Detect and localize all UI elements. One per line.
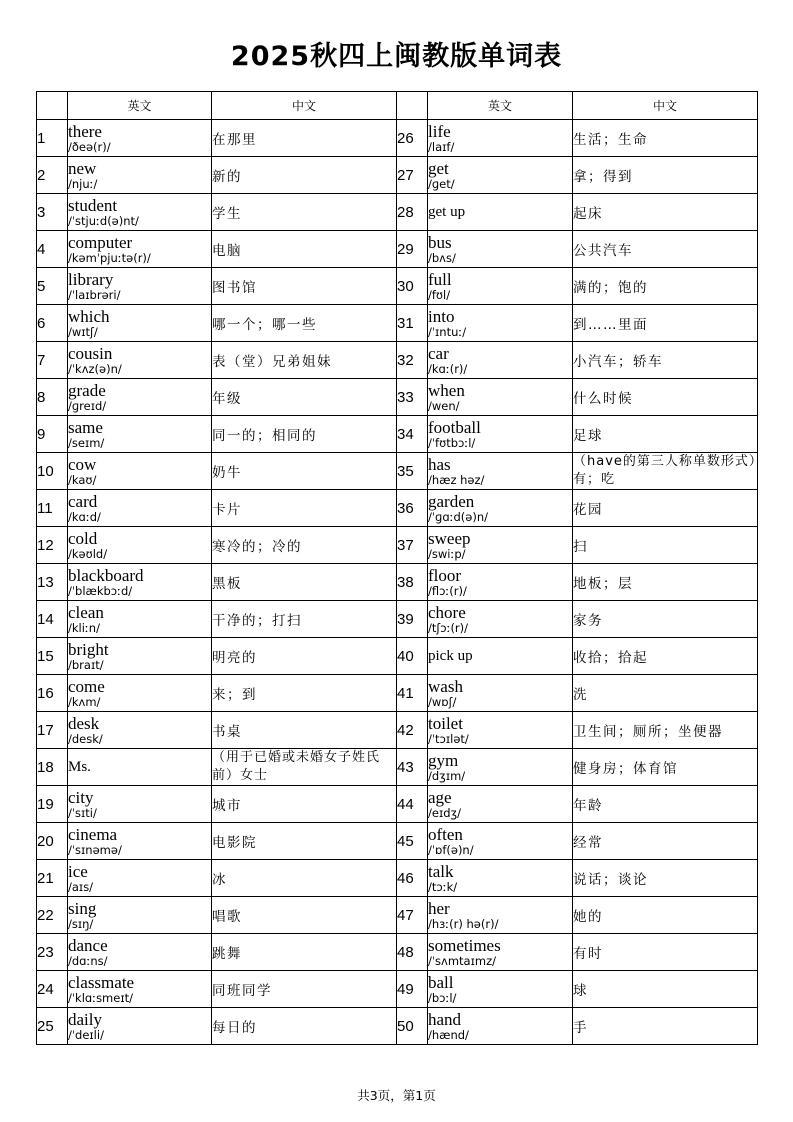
word-number: 12 (37, 527, 68, 564)
page-footer: 共3页，第1页 (357, 1088, 436, 1103)
table-row (37, 897, 758, 934)
chinese-meaning: 扫 (573, 527, 758, 564)
chinese-meaning: 年龄 (573, 786, 758, 823)
word-number: 19 (37, 786, 68, 823)
chinese-meaning: 足球 (573, 416, 758, 453)
word-number: 8 (37, 379, 68, 416)
phonetic-transcription: /aɪs/ (68, 879, 94, 894)
word-number: 36 (397, 490, 428, 527)
page-title: 2025秋四上闽教版单词表 (230, 41, 563, 72)
english-cell (68, 638, 212, 675)
word-number: 15 (37, 638, 68, 675)
phonetic-transcription: /tɔːk/ (428, 879, 458, 894)
word-number: 10 (37, 453, 68, 490)
english-cell (68, 379, 212, 416)
english-word: grade (68, 380, 106, 400)
word-number: 7 (37, 342, 68, 379)
phonetic-transcription: /kɑːd/ (68, 509, 101, 524)
english-word: life (428, 121, 451, 141)
english-cell (68, 971, 212, 1008)
english-word: full (428, 269, 452, 289)
table-header-row (37, 92, 758, 120)
chinese-meaning: 起床 (573, 194, 758, 231)
english-cell (68, 416, 212, 453)
english-cell (68, 601, 212, 638)
english-word: library (68, 269, 114, 289)
english-word: pick up (428, 648, 473, 664)
english-cell (428, 527, 573, 564)
chinese-meaning: 有时 (573, 934, 758, 971)
phonetic-transcription: /ˈsʌmtaɪmz/ (428, 953, 496, 968)
chinese-meaning: 冰 (212, 860, 397, 897)
word-number: 40 (397, 638, 428, 675)
chinese-meaning: 黑板 (212, 564, 397, 601)
english-cell (68, 453, 212, 490)
word-number: 4 (37, 231, 68, 268)
word-number: 24 (37, 971, 68, 1008)
chinese-meaning: 奶牛 (212, 453, 397, 490)
english-word: card (68, 491, 98, 511)
phonetic-transcription: /ˈsɪti/ (68, 805, 97, 820)
word-number: 46 (397, 860, 428, 897)
table-row (37, 1008, 758, 1045)
chinese-meaning: （have的第三人称单数形式）有；吃 (573, 453, 758, 490)
english-word: floor (428, 565, 462, 585)
english-cell (68, 897, 212, 934)
table-row (37, 675, 758, 712)
phonetic-transcription: /ˈblækbɔːd/ (68, 583, 133, 598)
english-word: car (428, 343, 449, 363)
chinese-meaning: （用于已婚或未婚女子姓氏前）女士 (212, 749, 397, 786)
phonetic-transcription: /swiːp/ (428, 546, 466, 561)
word-number: 2 (37, 157, 68, 194)
phonetic-transcription: /kəʊld/ (68, 546, 108, 561)
chinese-meaning: 拿；得到 (573, 157, 758, 194)
english-cell (428, 823, 573, 860)
word-number: 43 (397, 749, 428, 786)
chinese-meaning: 手 (573, 1008, 758, 1045)
english-cell (428, 416, 573, 453)
chinese-meaning: 洗 (573, 675, 758, 712)
chinese-meaning: 新的 (212, 157, 397, 194)
english-word: dance (68, 935, 108, 955)
chinese-meaning: 什么时候 (573, 379, 758, 416)
english-word: same (68, 417, 103, 437)
english-cell (68, 527, 212, 564)
table-row (37, 934, 758, 971)
english-word: toilet (428, 713, 463, 733)
chinese-meaning: 哪一个；哪一些 (212, 305, 397, 342)
english-word: sometimes (428, 935, 501, 955)
english-word: come (68, 676, 105, 696)
english-cell (428, 934, 573, 971)
table-row (37, 379, 758, 416)
chinese-meaning: 明亮的 (212, 638, 397, 675)
header-english-left: 英文 (68, 92, 212, 120)
english-cell (68, 305, 212, 342)
phonetic-transcription: /flɔː(r)/ (428, 583, 467, 598)
phonetic-transcription: /kaʊ/ (68, 472, 97, 487)
english-cell (428, 490, 573, 527)
english-cell (428, 860, 573, 897)
english-cell (428, 749, 573, 786)
english-cell (68, 786, 212, 823)
chinese-meaning: 卫生间；厕所；坐便器 (573, 712, 758, 749)
english-cell (428, 157, 573, 194)
chinese-meaning: 满的；饱的 (573, 268, 758, 305)
english-word: city (68, 787, 94, 807)
english-cell (68, 749, 212, 786)
phonetic-transcription: /braɪt/ (68, 657, 104, 672)
table-row (37, 749, 758, 786)
table-row (37, 342, 758, 379)
english-cell (428, 453, 573, 490)
word-number: 39 (397, 601, 428, 638)
word-number: 1 (37, 120, 68, 157)
table-row (37, 490, 758, 527)
phonetic-transcription: /ˈsɪnəmə/ (68, 842, 122, 857)
header-chinese-right: 中文 (573, 92, 758, 120)
phonetic-transcription: /bɔːl/ (428, 990, 457, 1005)
english-cell (428, 897, 573, 934)
english-cell (428, 675, 573, 712)
chinese-meaning: 年级 (212, 379, 397, 416)
english-cell (428, 786, 573, 823)
table-row (37, 305, 758, 342)
english-word: sweep (428, 528, 471, 548)
chinese-meaning: 她的 (573, 897, 758, 934)
chinese-meaning: 来；到 (212, 675, 397, 712)
phonetic-transcription: /ˈklɑːsmeɪt/ (68, 990, 133, 1005)
english-cell (428, 601, 573, 638)
english-cell (428, 638, 573, 675)
phonetic-transcription: /njuː/ (68, 176, 98, 191)
english-cell (68, 231, 212, 268)
english-cell (428, 971, 573, 1008)
phonetic-transcription: /wɪtʃ/ (68, 324, 98, 339)
phonetic-transcription: /sɪŋ/ (68, 916, 94, 931)
header-number-left (37, 92, 68, 120)
word-number: 18 (37, 749, 68, 786)
phonetic-transcription: /dɑːns/ (68, 953, 108, 968)
phonetic-transcription: /kəmˈpjuːtə(r)/ (68, 250, 151, 265)
english-cell (428, 194, 573, 231)
english-word: new (68, 158, 97, 178)
english-word: garden (428, 491, 475, 511)
english-cell (68, 564, 212, 601)
word-number: 38 (397, 564, 428, 601)
english-word: chore (428, 602, 466, 622)
chinese-meaning: 学生 (212, 194, 397, 231)
english-cell (68, 675, 212, 712)
word-number: 17 (37, 712, 68, 749)
chinese-meaning: 表（堂）兄弟姐妹 (212, 342, 397, 379)
chinese-meaning: 城市 (212, 786, 397, 823)
phonetic-transcription: /ɡreɪd/ (68, 398, 107, 413)
english-word: Ms. (68, 759, 91, 775)
table-row (37, 601, 758, 638)
english-word: get up (428, 204, 466, 220)
phonetic-transcription: /ˈɡɑːd(ə)n/ (428, 509, 489, 524)
phonetic-transcription: /desk/ (68, 731, 103, 746)
table-row (37, 120, 758, 157)
english-word: talk (428, 861, 454, 881)
english-word: wash (428, 676, 463, 696)
word-number: 26 (397, 120, 428, 157)
phonetic-transcription: /eɪdʒ/ (428, 805, 462, 820)
word-number: 32 (397, 342, 428, 379)
word-number: 9 (37, 416, 68, 453)
english-cell (428, 712, 573, 749)
english-word: which (68, 306, 110, 326)
english-word: clean (68, 602, 104, 622)
english-cell (68, 823, 212, 860)
phonetic-transcription: /kɑː(r)/ (428, 361, 468, 376)
english-word: bus (428, 232, 452, 252)
english-word: cold (68, 528, 98, 548)
word-number: 14 (37, 601, 68, 638)
chinese-meaning: 家务 (573, 601, 758, 638)
phonetic-transcription: /ˈdeɪli/ (68, 1027, 104, 1042)
chinese-meaning: 到……里面 (573, 305, 758, 342)
table-row (37, 638, 758, 675)
phonetic-transcription: /kliːn/ (68, 620, 100, 635)
word-number: 22 (37, 897, 68, 934)
english-word: into (428, 306, 455, 326)
english-cell (68, 712, 212, 749)
word-number: 5 (37, 268, 68, 305)
word-number: 11 (37, 490, 68, 527)
word-number: 29 (397, 231, 428, 268)
chinese-meaning: 跳舞 (212, 934, 397, 971)
chinese-meaning: 说话；谈论 (573, 860, 758, 897)
english-word: cow (68, 454, 97, 474)
chinese-meaning: 书桌 (212, 712, 397, 749)
phonetic-transcription: /dʒɪm/ (428, 768, 466, 783)
english-cell (428, 305, 573, 342)
chinese-meaning: 干净的；打扫 (212, 601, 397, 638)
chinese-meaning: 图书馆 (212, 268, 397, 305)
word-number: 50 (397, 1008, 428, 1045)
table-row (37, 527, 758, 564)
english-cell (428, 120, 573, 157)
table-row (37, 860, 758, 897)
english-cell (428, 564, 573, 601)
english-cell (428, 342, 573, 379)
english-word: ball (428, 972, 454, 992)
table-row (37, 564, 758, 601)
english-word: football (428, 417, 481, 437)
phonetic-transcription: /kʌm/ (68, 694, 101, 709)
english-cell (428, 379, 573, 416)
chinese-meaning: 同班同学 (212, 971, 397, 1008)
word-number: 37 (397, 527, 428, 564)
chinese-meaning: 电影院 (212, 823, 397, 860)
phonetic-transcription: /ˈɒf(ə)n/ (428, 842, 474, 857)
phonetic-transcription: /ˈfʊtbɔːl/ (428, 435, 476, 450)
english-cell (428, 268, 573, 305)
english-word: hand (428, 1009, 462, 1029)
word-number: 44 (397, 786, 428, 823)
english-word: computer (68, 232, 133, 252)
english-cell (68, 157, 212, 194)
chinese-meaning: 健身房；体育馆 (573, 749, 758, 786)
english-word: daily (68, 1009, 102, 1029)
word-number: 16 (37, 675, 68, 712)
english-word: blackboard (68, 565, 144, 585)
phonetic-transcription: /seɪm/ (68, 435, 105, 450)
english-word: get (428, 158, 449, 178)
word-number: 34 (397, 416, 428, 453)
word-number: 31 (397, 305, 428, 342)
word-number: 41 (397, 675, 428, 712)
english-word: cousin (68, 343, 113, 363)
phonetic-transcription: /fʊl/ (428, 287, 451, 302)
table-row (37, 823, 758, 860)
english-cell (68, 268, 212, 305)
table-row (37, 712, 758, 749)
english-word: sing (68, 898, 97, 918)
phonetic-transcription: /ˈlaɪbrəri/ (68, 287, 121, 302)
header-chinese-left: 中文 (212, 92, 397, 120)
table-row (37, 453, 758, 490)
table-row (37, 416, 758, 453)
english-word: desk (68, 713, 100, 733)
phonetic-transcription: /wen/ (428, 398, 460, 413)
word-number: 30 (397, 268, 428, 305)
english-word: student (68, 195, 118, 215)
phonetic-transcription: /hɜː(r) hə(r)/ (428, 916, 499, 931)
word-number: 25 (37, 1008, 68, 1045)
word-number: 3 (37, 194, 68, 231)
english-cell (68, 194, 212, 231)
chinese-meaning: 生活；生命 (573, 120, 758, 157)
english-word: ice (68, 861, 88, 881)
english-cell (68, 342, 212, 379)
chinese-meaning: 寒冷的；冷的 (212, 527, 397, 564)
english-word: bright (68, 639, 109, 659)
phonetic-transcription: /ˈstjuːd(ə)nt/ (68, 213, 139, 228)
word-number: 47 (397, 897, 428, 934)
word-number: 6 (37, 305, 68, 342)
english-cell (428, 231, 573, 268)
table-row (37, 971, 758, 1008)
phonetic-transcription: /wɒʃ/ (428, 694, 457, 709)
word-number: 20 (37, 823, 68, 860)
chinese-meaning: 小汽车；轿车 (573, 342, 758, 379)
english-word: there (68, 121, 102, 141)
phonetic-transcription: /bʌs/ (428, 250, 456, 265)
vocabulary-table (36, 91, 758, 1045)
word-number: 23 (37, 934, 68, 971)
phonetic-transcription: /ˈtɔɪlət/ (428, 731, 469, 746)
english-cell (68, 1008, 212, 1045)
phonetic-transcription: /ɡet/ (428, 176, 455, 191)
english-word: when (428, 380, 465, 400)
english-word: has (428, 454, 451, 474)
chinese-meaning: 地板；层 (573, 564, 758, 601)
table-row (37, 231, 758, 268)
chinese-meaning: 公共汽车 (573, 231, 758, 268)
chinese-meaning: 在那里 (212, 120, 397, 157)
english-word: gym (428, 750, 459, 770)
english-word: her (428, 898, 450, 918)
chinese-meaning: 经常 (573, 823, 758, 860)
english-cell (68, 120, 212, 157)
chinese-meaning: 同一的；相同的 (212, 416, 397, 453)
chinese-meaning: 电脑 (212, 231, 397, 268)
chinese-meaning: 卡片 (212, 490, 397, 527)
chinese-meaning: 收拾；拾起 (573, 638, 758, 675)
header-english-right: 英文 (428, 92, 573, 120)
english-word: classmate (68, 972, 135, 992)
english-cell (68, 934, 212, 971)
phonetic-transcription: /laɪf/ (428, 139, 455, 154)
chinese-meaning: 球 (573, 971, 758, 1008)
english-cell (68, 490, 212, 527)
header-number-right (397, 92, 428, 120)
word-number: 45 (397, 823, 428, 860)
english-word: cinema (68, 824, 118, 844)
english-word: age (428, 787, 452, 807)
english-cell (68, 860, 212, 897)
table-row (37, 194, 758, 231)
word-number: 21 (37, 860, 68, 897)
word-number: 13 (37, 564, 68, 601)
english-word: often (428, 824, 463, 844)
chinese-meaning: 每日的 (212, 1008, 397, 1045)
phonetic-transcription: /ˈkʌz(ə)n/ (68, 361, 122, 376)
word-number: 49 (397, 971, 428, 1008)
word-number: 35 (397, 453, 428, 490)
phonetic-transcription: /ˈɪntuː/ (428, 324, 467, 339)
word-number: 27 (397, 157, 428, 194)
english-cell (428, 1008, 573, 1045)
phonetic-transcription: /ðeə(r)/ (68, 139, 111, 154)
word-number: 42 (397, 712, 428, 749)
table-row (37, 786, 758, 823)
chinese-meaning: 花园 (573, 490, 758, 527)
chinese-meaning: 唱歌 (212, 897, 397, 934)
table-row (37, 157, 758, 194)
word-number: 48 (397, 934, 428, 971)
word-number: 28 (397, 194, 428, 231)
phonetic-transcription: /hæz həz/ (428, 472, 485, 487)
table-row (37, 268, 758, 305)
phonetic-transcription: /hænd/ (428, 1027, 469, 1042)
word-number: 33 (397, 379, 428, 416)
vocabulary-table-body (37, 120, 758, 1045)
phonetic-transcription: /tʃɔː(r)/ (428, 620, 469, 635)
